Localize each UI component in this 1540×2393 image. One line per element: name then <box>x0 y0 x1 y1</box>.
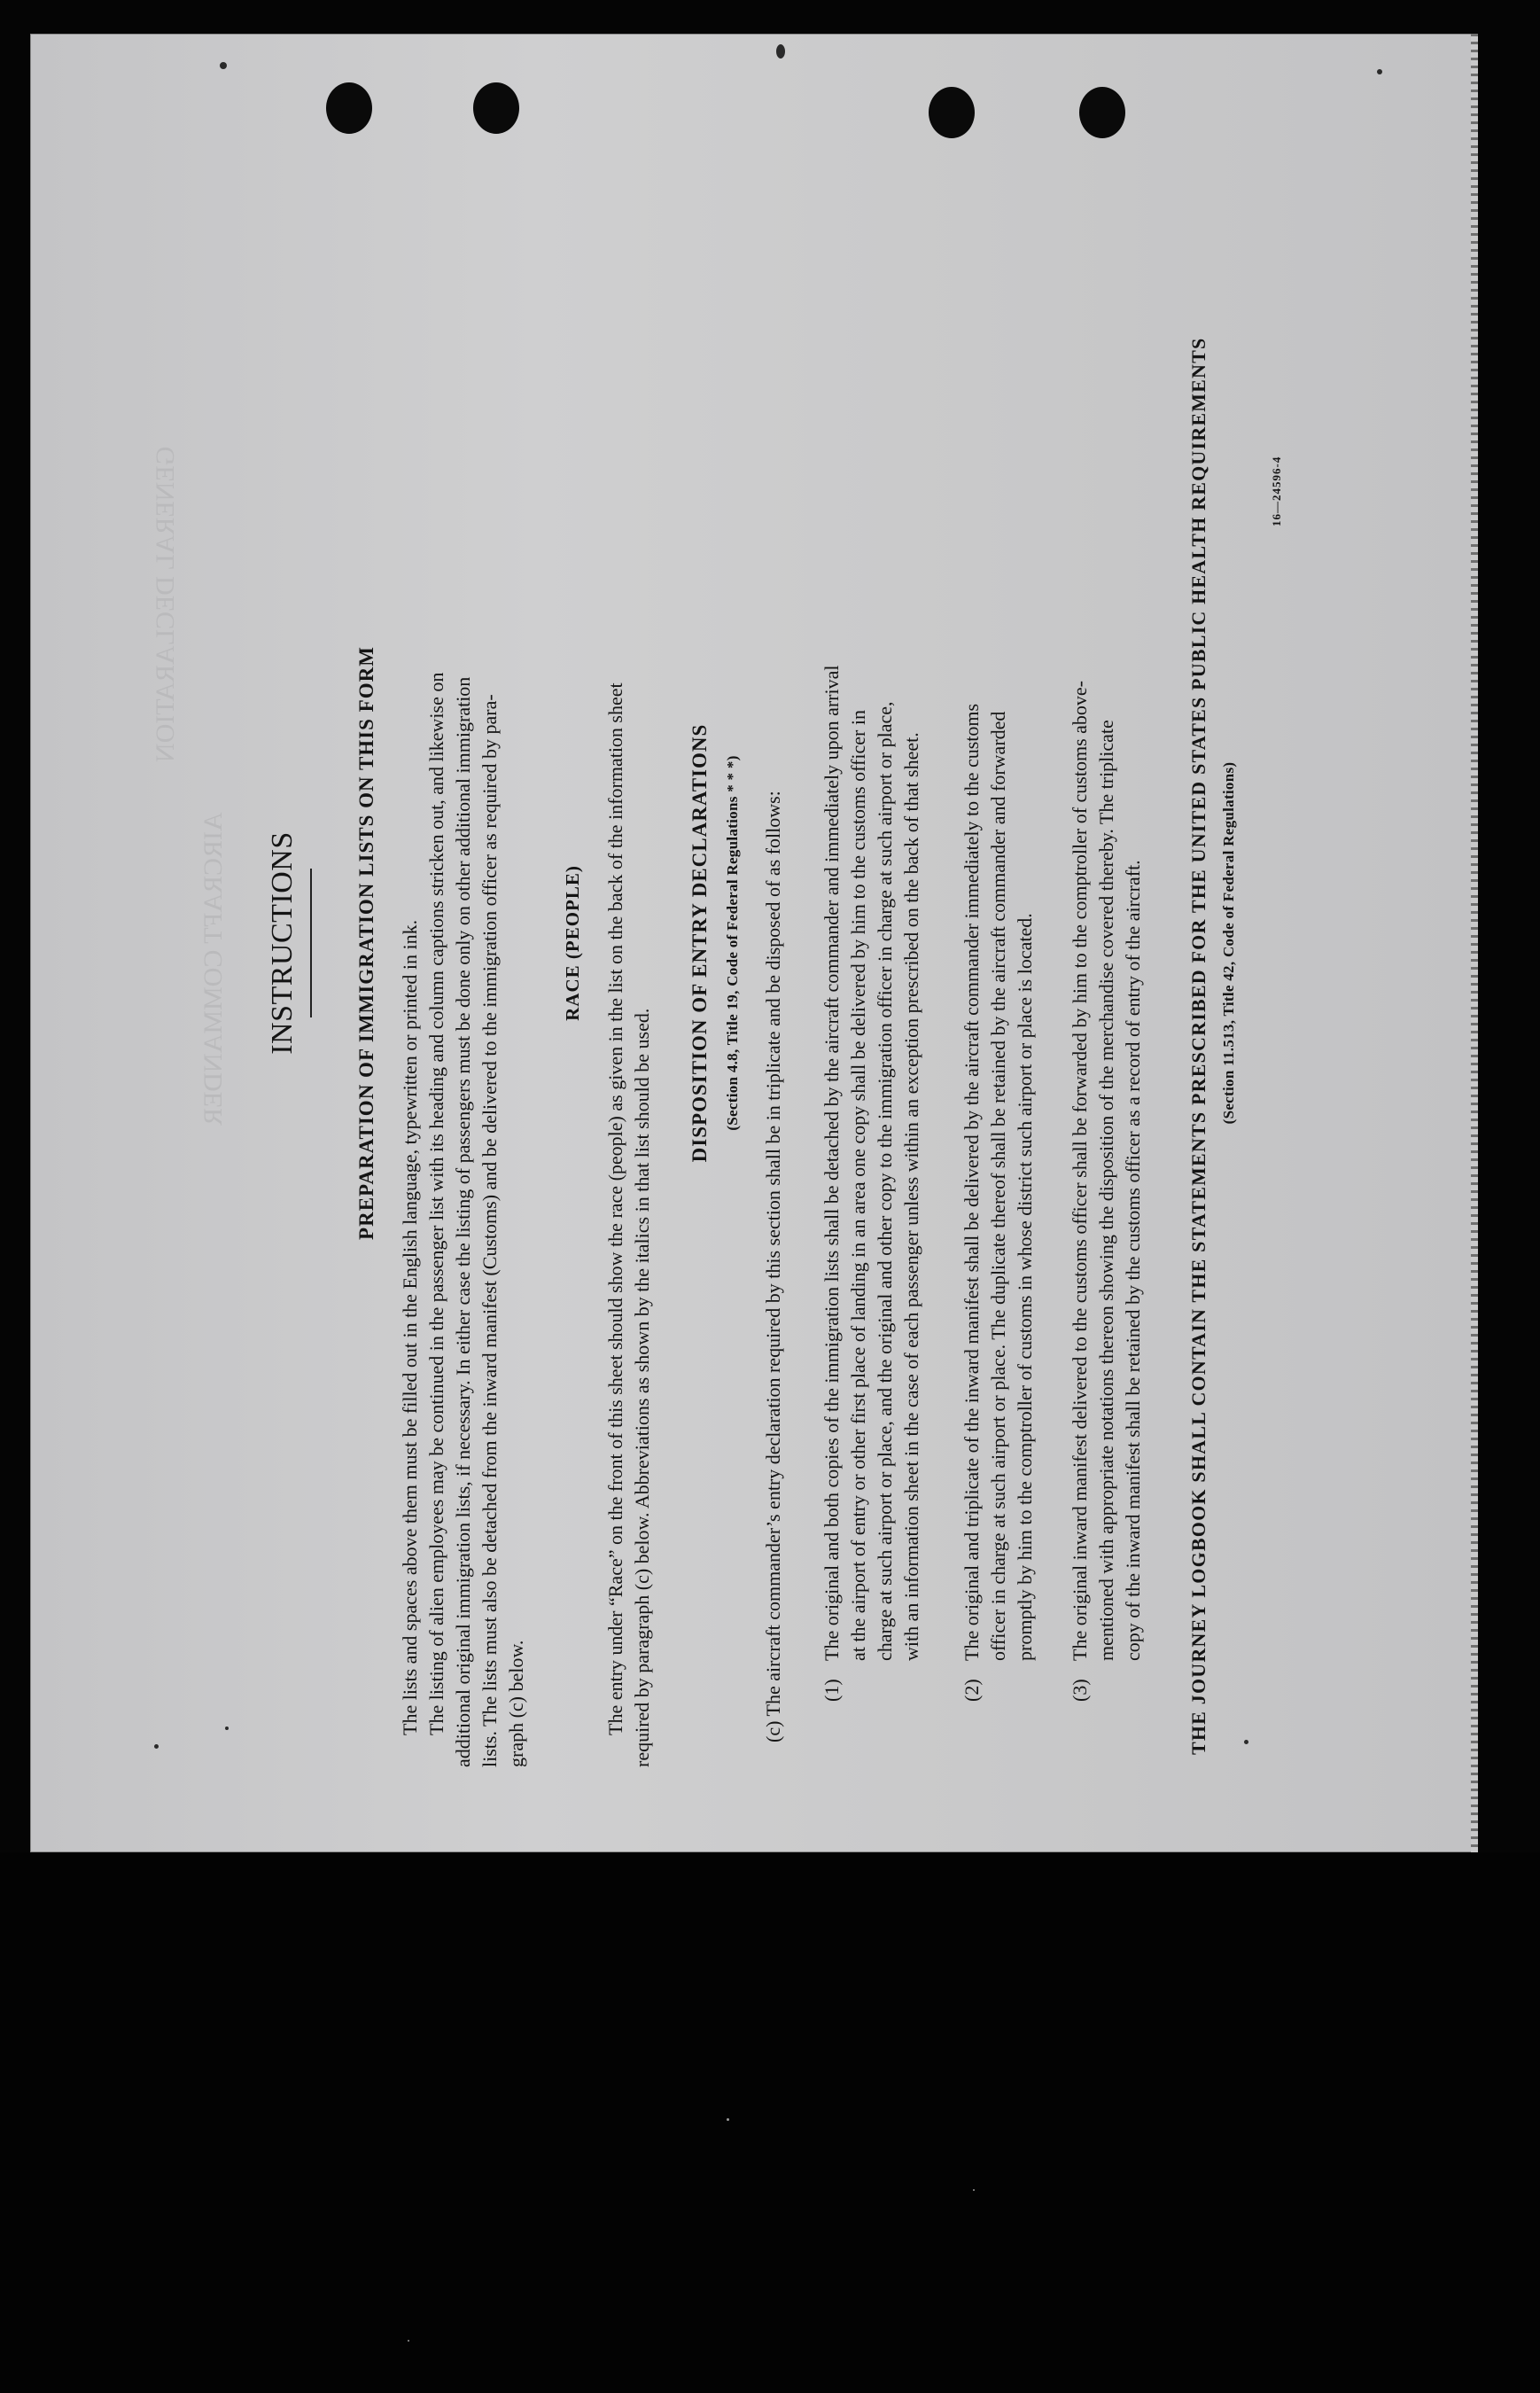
preparation-heading: PREPARATION OF IMMIGRATION LISTS ON THIS FORM <box>355 646 377 1240</box>
item-line: mentioned with appropriate notations thereon showing the disposition of the merchandise covered thereby. The triplicate <box>1095 720 1117 1661</box>
dust-speck <box>727 2118 729 2121</box>
race-line: required by paragraph (c) below. Abbreviations as shown by the italics in that list should be used. <box>631 1008 653 1767</box>
disposition-heading: DISPOSITION OF ENTRY DECLARATIONS <box>688 723 711 1163</box>
scan-background <box>0 1852 1540 2393</box>
dust-speck <box>973 2189 975 2191</box>
item-marker: (2) <box>961 1679 983 1702</box>
logbook-statement: THE JOURNEY LOGBOOK SHALL CONTAIN THE STATEMENTS PRESCRIBED FOR THE UNITED STATES PUBLIC HEALTH REQUIREMENTS <box>1187 337 1209 1755</box>
logbook-citation: (Section 11.513, Title 42, Code of Federal Regulations) <box>1220 761 1237 1125</box>
item-line: at the airport of entry or other first place of landing in an area one copy shall be delivered by him to the customs officer in <box>847 710 869 1661</box>
title-underline <box>310 869 312 1017</box>
race-line: The entry under “Race” on the front of this sheet should show the race (people) as given in the list on the back of the information sheet <box>604 682 626 1735</box>
item-marker: (3) <box>1069 1679 1091 1702</box>
preparation-line: additional original immigration lists, if necessary. In either case the listing of passengers must be done only on other additional immigration <box>452 676 474 1767</box>
item-line: The original inward manifest delivered to the customs officer shall be forwarded by him to the comptroller of customs above- <box>1069 681 1091 1661</box>
page-title: INSTRUCTIONS <box>266 831 299 1055</box>
preparation-line: graph (c) below. <box>505 1640 527 1767</box>
bleed-through: AIRCRAFT COMMANDER <box>198 812 228 1126</box>
preparation-line: The listing of alien employees may be continued in the passenger list with its heading and column captions stricken out, and likewise on <box>425 672 447 1735</box>
item-line: copy of the inward manifest shall be retained by the customs officer as a record of entry of the aircraft. <box>1122 860 1144 1661</box>
item-line: The original and both copies of the immigration lists shall be detached by the aircraft commander and immediately upon arrival <box>821 665 843 1661</box>
document-page <box>30 34 1478 1852</box>
race-heading: RACE (PEOPLE) <box>562 865 583 1021</box>
item-line: The original and triplicate of the inward manifest shall be delivered by the aircraft commander immediately to the customs <box>961 703 983 1661</box>
bleed-through: GENERAL DECLARATION <box>151 446 180 762</box>
dust-speck <box>408 2340 409 2342</box>
rotated-content <box>30 34 1478 1852</box>
item-marker: (1) <box>821 1679 843 1702</box>
form-number: 16—24596-4 <box>1270 456 1283 526</box>
preparation-line: The lists and spaces above them must be filled out in the English language, typewritten or printed in ink. <box>399 919 421 1735</box>
item-line: officer in charge at such airport or place. The duplicate thereof shall be retained by the aircraft commander and forwarded <box>987 711 1009 1661</box>
item-line: charge at such airport or place, and the original and other copy to the immigration officer in charge at such airport or place, <box>874 701 896 1661</box>
disposition-intro: (c) The aircraft commander’s entry declaration required by this section shall be in triplicate and be disposed of as follows: <box>762 791 784 1742</box>
item-line: promptly by him to the comptroller of customs in whose district such airport or place is located. <box>1014 913 1036 1661</box>
disposition-citation: (Section 4.8, Title 19, Code of Federal Regulations * * *) <box>724 755 741 1131</box>
preparation-line: lists. The lists must also be detached from the inward manifest (Customs) and be delivered to the immigration officer as required by para- <box>478 694 501 1767</box>
item-line: with an information sheet in the case of each passenger unless within an exception prescribed on the back of that sheet. <box>900 732 922 1661</box>
